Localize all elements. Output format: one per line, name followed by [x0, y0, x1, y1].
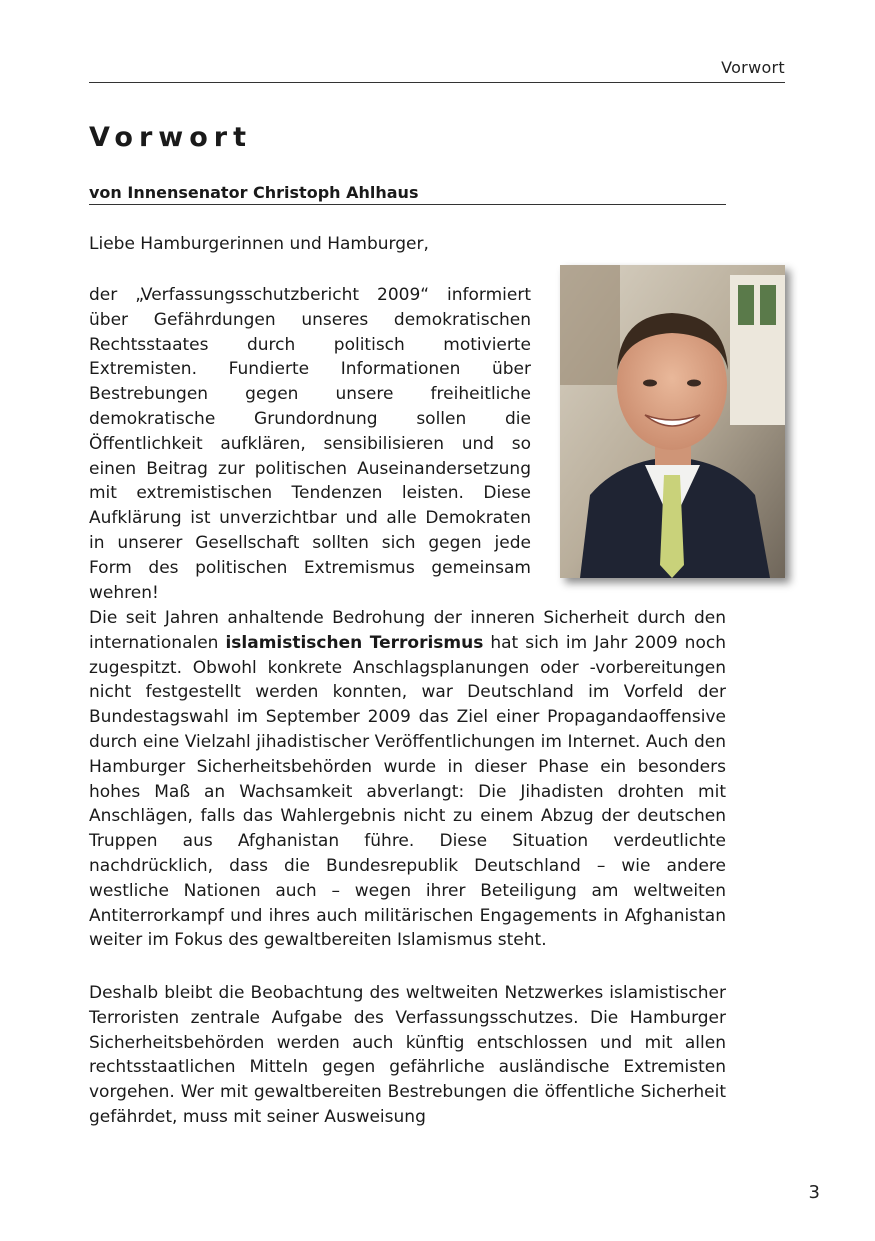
salutation: Liebe Hamburgerinnen und Hamburger,	[89, 234, 429, 254]
emphasis-islamist-terrorism: islamistischen Terrorismus	[225, 632, 484, 653]
running-header: Vorwort	[721, 58, 785, 77]
paragraph-3: Deshalb bleibt die Beobachtung des weltweiten Netzwerkes islamistischer Terroristen zentrale Aufgabe des Verfassungsschutzes. Die Hamburger Sicherheitsbehörden werden auch künftig entschlossen und mit allen rechtsstaatlichen Mitteln gegen gefährliche ausländische Extremisten vorgehen. Wer mit gewaltbereiten Bestrebungen die öffentliche Sicherheit gefährdet, muss mit seiner Ausweisung	[89, 983, 726, 1127]
header-rule	[89, 82, 785, 83]
page-title: Vorwort	[89, 122, 252, 153]
paragraph-2-start: Die seit Jahren anhaltende Bedrohung der inneren Sicherheit durch den internationalen	[89, 608, 726, 653]
paragraph-1: der „Verfassungsschutzbericht 2009“ informiert über Gefährdungen unseres demokratischen Rechtsstaates durch politisch motivierte Extremisten. Fundierte Informationen über Bestrebungen gegen unsere freiheitliche demokratische Grundordnung sollen die Öffentlichkeit aufklären, sensibilisieren und so einen Beitrag zur politischen Auseinandersetzung mit extremistischen Tendenzen leisten. Diese Aufklärung ist unverzichtbar und alle Demokraten in unserer Gesellschaft sollten sich gegen jede Form des politischen Extremismus gemeinsam wehren!	[89, 285, 531, 603]
author-subtitle: von Innensenator Christoph Ahlhaus	[89, 183, 726, 205]
paragraph-2	[89, 606, 726, 953]
page-number: 3	[808, 1182, 820, 1203]
portrait-photo	[560, 265, 785, 578]
paragraph-2-end: hat sich im Jahr 2009 noch zugespitzt. Obwohl konkrete Anschlagsplanungen oder -vorbereitungen nicht festgestellt werden konnten, war Deutschland im Vorfeld der Bundestagswahl im September 2009 das Ziel einer Propagandaoffensive durch eine Vielzahl jihadistischer Veröffentlichungen im Internet. Auch den Hamburger Sicherheitsbehörden wurde in dieser Phase ein besonders hohes Maß an Wachsamkeit abverlangt: Die Jihadisten drohten mit Anschlägen, falls das Wahlergebnis nicht zu einem Abzug der deutschen Truppen aus Afghanistan führe. Diese Situation verdeutlichte nachdrücklich, dass die Bundesrepublik Deutschland – wie andere westliche Nationen auch – wegen ihrer Beteiligung am weltweiten Antiterrorkampf und ihres auch militärischen Engagements in Afghanistan weiter im Fokus des gewaltbereiten Islamismus steht.	[89, 632, 726, 951]
